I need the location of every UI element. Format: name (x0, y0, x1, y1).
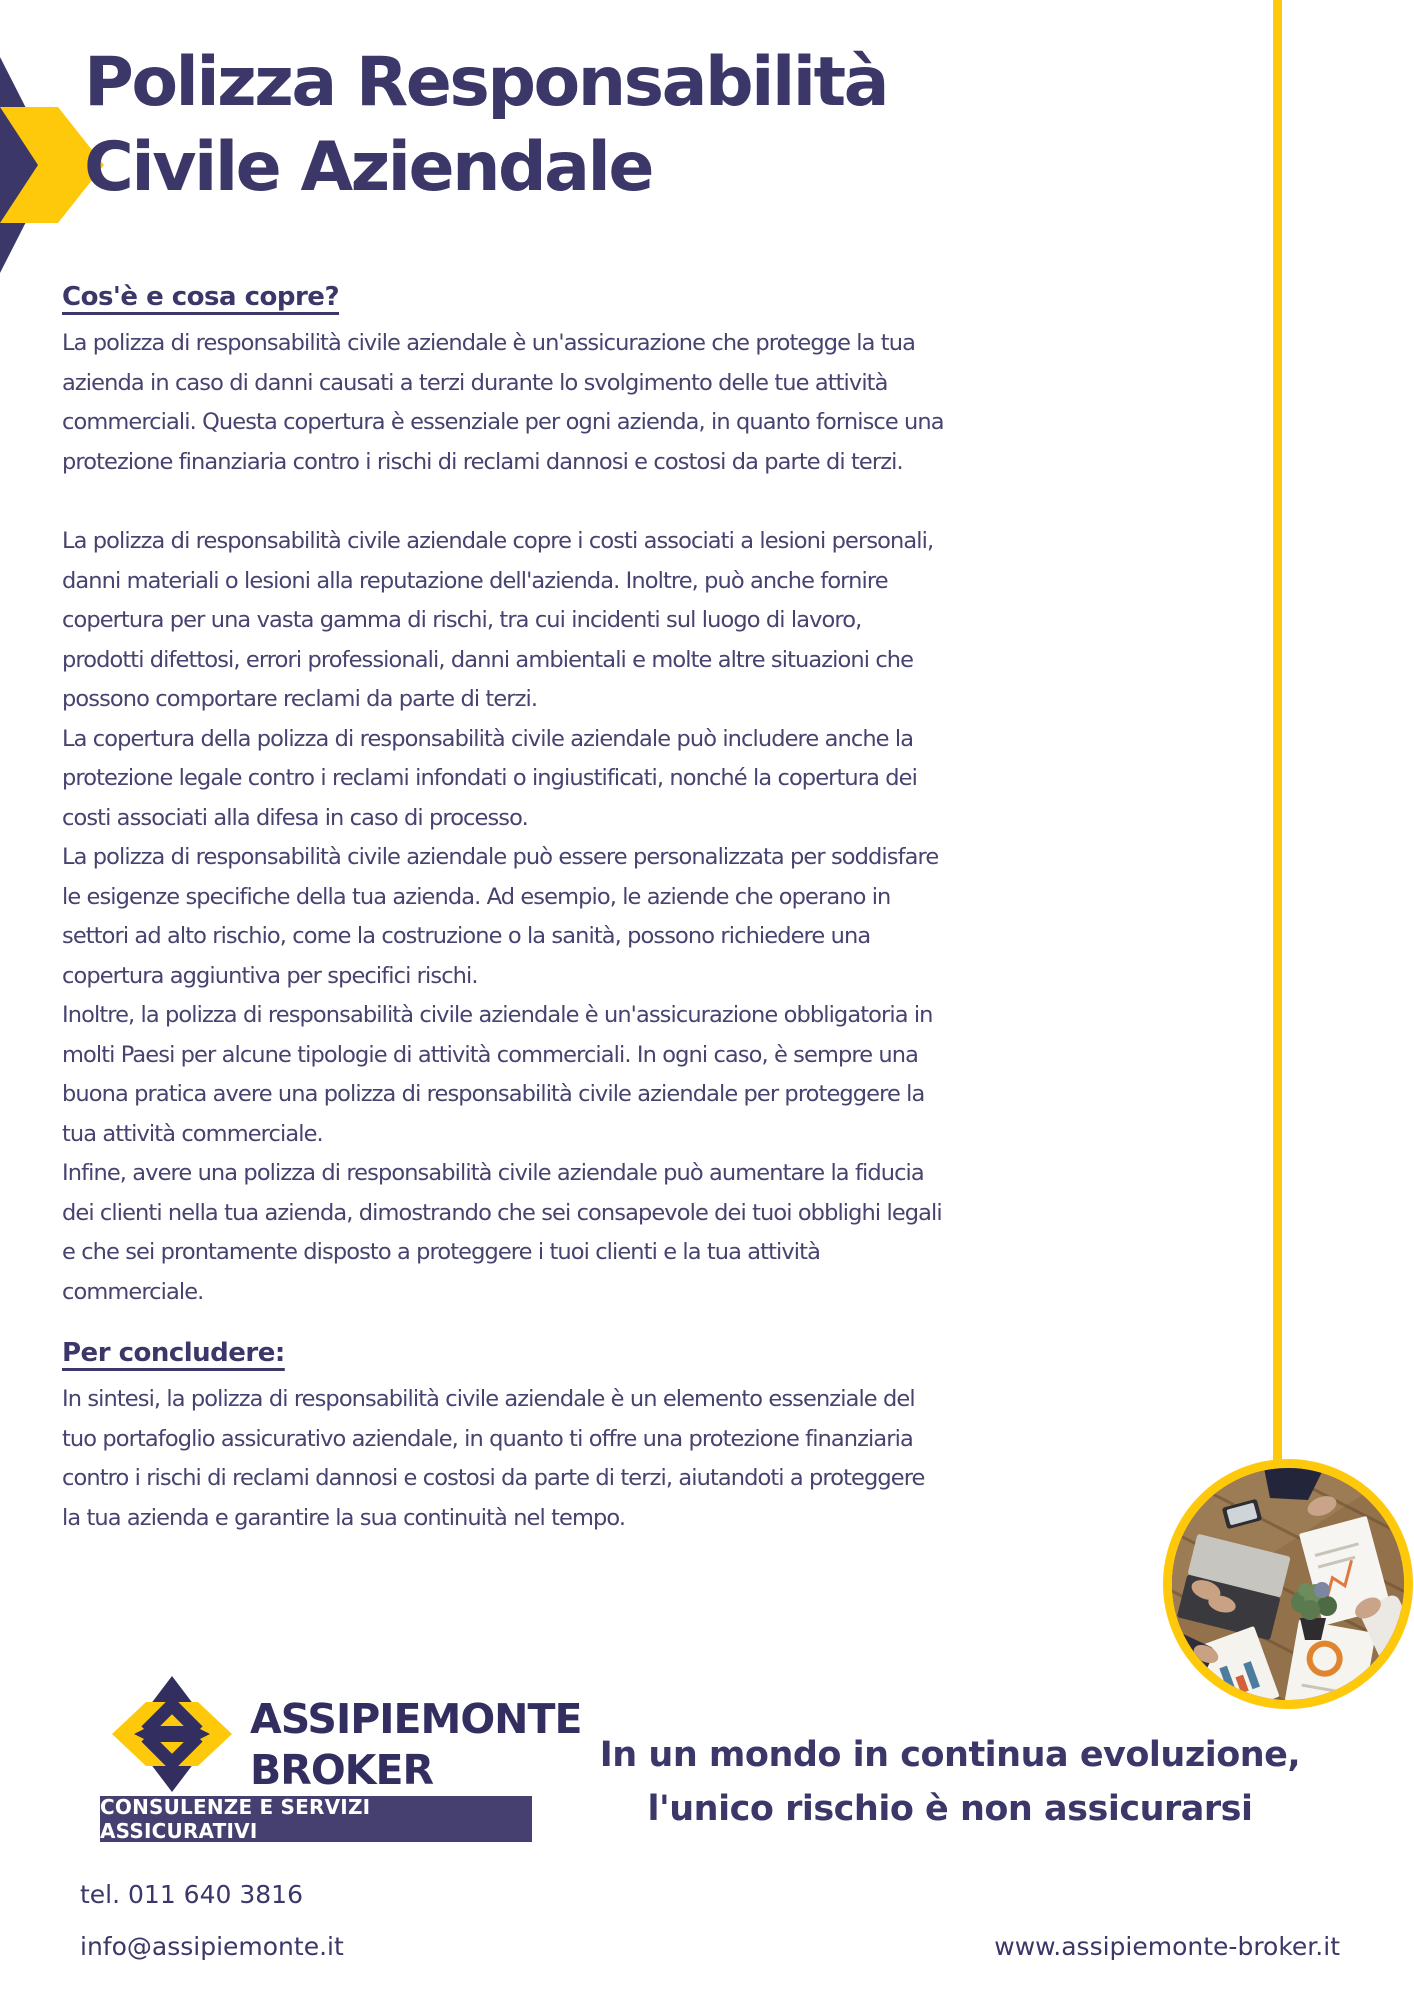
vertical-accent-rule (1273, 0, 1282, 1468)
tagline-line2: l'unico rischio è non assicurarsi (647, 1789, 1253, 1829)
paragraph: In sintesi, la polizza di responsabilità civile aziendale è un elemento essenziale del tuo portafoglio assicurativo aziendale, in quanto ti offre una protezione finanziaria contro i rischi di reclami dannosi e costosi da parte di terzi, aiutandoti a proteggere la tua azienda e garantire la sua continuità nel tempo. (62, 1386, 925, 1531)
brand-banner (100, 1796, 532, 1842)
phone-number: tel. 011 640 3816 (80, 1880, 303, 1909)
article-body (62, 282, 944, 1538)
page-title (84, 40, 1184, 210)
team-photo-circle (1163, 1459, 1413, 1709)
section-heading-cosa-copre: Cos'è e cosa copre? (62, 282, 340, 312)
section-heading-per-concludere: Per concludere: (62, 1338, 285, 1368)
tagline (540, 1728, 1360, 1836)
brand-name-line1: ASSIPIEMONTE (250, 1695, 582, 1743)
page-title-line2: Civile Aziendale (84, 128, 652, 207)
brand-banner-text: CONSULENZE E SERVIZI ASSICURATIVI (100, 1795, 371, 1843)
paragraph: Infine, avere una polizza di responsabilità civile aziendale può aumentare la fiducia dei clienti nella tua azienda, dimostrando che sei consapevole dei tuoi obblighi legali e che sei prontamente disposto a proteggere i tuoi clienti e la tua attività commerciale. (62, 1160, 942, 1305)
page-title-line1: Polizza Responsabilità (84, 43, 888, 122)
paragraph: La polizza di responsabilità civile aziendale può essere personalizzata per soddisfare le esigenze specifiche della tua azienda. Ad esempio, le aziende che operano in settori ad alto rischio, come la costruzione o la sanità, possono richiedere una copertura aggiuntiva per specifici rischi. (62, 844, 939, 989)
tagline-line1: In un mondo in continua evoluzione, (599, 1735, 1301, 1775)
brand-name-line2: BROKER (250, 1746, 434, 1794)
paragraph: La copertura della polizza di responsabilità civile aziendale può includere anche la protezione legale contro i reclami infondati o ingiustificati, nonché la copertura dei costi associati alla difesa in caso di processo. (62, 725, 917, 831)
team-meeting-photo (1172, 1468, 1404, 1700)
paragraph: Inoltre, la polizza di responsabilità civile aziendale è un'assicurazione obbligatoria in molti Paesi per alcune tipologie di attività commerciali. In ogni caso, è sempre una buona pratica avere una polizza di responsabilità civile aziendale per proteggere la tua attività commerciale. (62, 1002, 933, 1147)
brand-diamond-arrows-icon (112, 1674, 232, 1794)
paragraph: La polizza di responsabilità civile aziendale è un'assicurazione che protegge la tua azienda in caso di danni causati a terzi durante lo svolgimento delle tue attività commerciali. Questa copertura è essenziale per ogni azienda, in quanto fornisce una protezione finanziaria contro i rischi di reclami dannosi e costosi da parte di terzi. (62, 330, 944, 475)
email-address: info@assipiemonte.it (80, 1932, 344, 1961)
paragraph: La polizza di responsabilità civile aziendale copre i costi associati a lesioni personali, danni materiali o lesioni alla reputazione dell'azienda. Inoltre, può anche fornire copertura per una vasta gamma di rischi, tra cui incidenti sul luogo di lavoro, prodotti difettosi, errori professionali, danni ambientali e molte altre situazioni che possono comportare reclami da parte di terzi. (62, 528, 934, 712)
website-url: www.assipiemonte-broker.it (994, 1932, 1340, 1961)
